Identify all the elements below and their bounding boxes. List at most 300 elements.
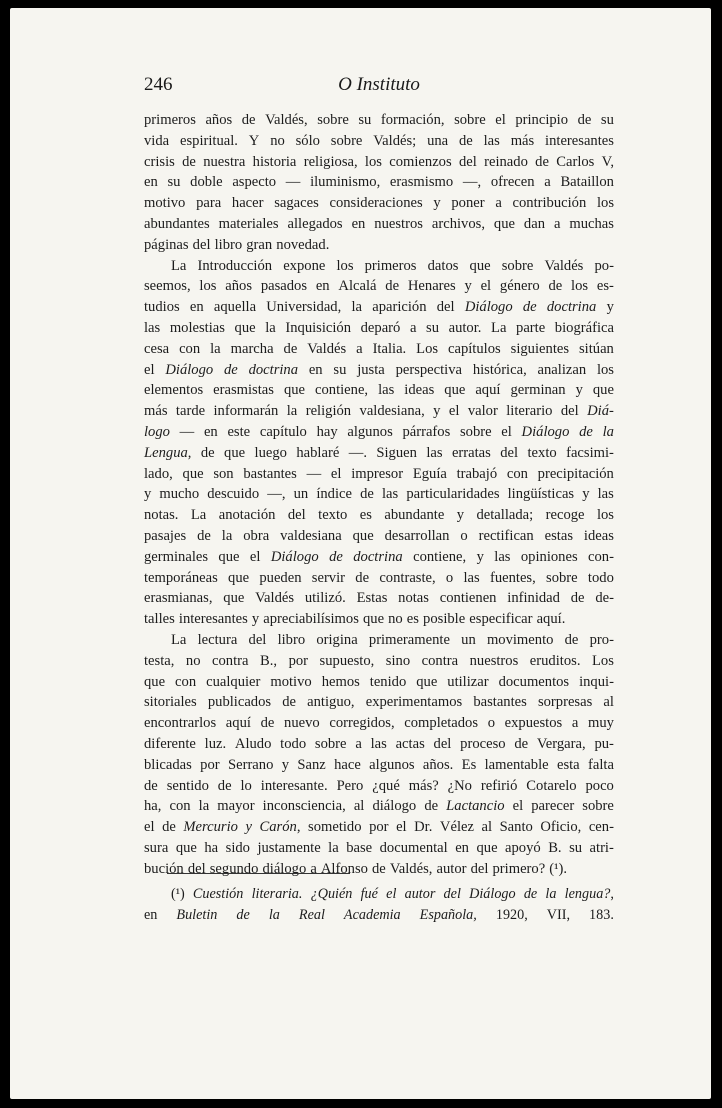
word: no bbox=[388, 611, 403, 628]
word: Universidad, bbox=[266, 299, 342, 316]
word: Diálogo bbox=[464, 299, 513, 316]
word: La bbox=[171, 631, 187, 648]
word: Valdés bbox=[307, 340, 347, 357]
word: proceso bbox=[460, 735, 506, 752]
word: B., bbox=[260, 652, 278, 669]
word: a bbox=[544, 174, 551, 191]
word: lingüísticas bbox=[507, 486, 575, 503]
text-line bbox=[144, 692, 614, 713]
text-line bbox=[144, 713, 614, 734]
word: del bbox=[560, 403, 579, 420]
word: de bbox=[577, 112, 592, 128]
word: historia bbox=[252, 153, 297, 170]
word: las bbox=[494, 548, 511, 565]
word: diálogo bbox=[262, 860, 307, 877]
word: la bbox=[602, 423, 614, 440]
word: mayor bbox=[217, 798, 255, 815]
word: sobre bbox=[546, 569, 578, 586]
text-line bbox=[144, 755, 614, 776]
word: recoge bbox=[545, 507, 585, 524]
word: que bbox=[224, 444, 246, 461]
word: que bbox=[283, 382, 306, 399]
word: o bbox=[445, 569, 454, 586]
word: Diálogo bbox=[270, 548, 319, 565]
word: con- bbox=[588, 548, 614, 565]
word: particularidades bbox=[406, 486, 500, 503]
word: abundantes bbox=[144, 215, 210, 232]
word: Los bbox=[416, 340, 439, 357]
word: sobre bbox=[317, 112, 349, 128]
text-line bbox=[144, 588, 614, 609]
word: motivo bbox=[144, 195, 186, 212]
word: La bbox=[190, 507, 207, 524]
word: erratas bbox=[451, 444, 491, 461]
word: abundante bbox=[384, 507, 445, 524]
word: primero? bbox=[492, 860, 546, 877]
word: vida bbox=[144, 132, 170, 149]
word: la bbox=[328, 839, 339, 856]
word: aparición bbox=[372, 299, 427, 316]
word: de bbox=[355, 569, 370, 586]
word: ideas bbox=[404, 382, 435, 399]
word: libro bbox=[277, 631, 306, 648]
word: del bbox=[436, 299, 455, 316]
text-line bbox=[144, 131, 614, 152]
word: Siguen bbox=[376, 444, 417, 461]
word: pu- bbox=[594, 735, 614, 752]
word: contra bbox=[212, 652, 249, 669]
word: no bbox=[270, 132, 285, 149]
word: su bbox=[358, 112, 372, 128]
text-line bbox=[144, 884, 614, 905]
word: fué bbox=[360, 886, 378, 902]
word: infinidad bbox=[507, 590, 560, 607]
word: las bbox=[463, 569, 480, 586]
word: valor bbox=[467, 403, 498, 420]
word: segundo bbox=[209, 860, 259, 877]
word: Oficio, bbox=[540, 819, 582, 836]
word: perspectiva bbox=[395, 361, 463, 378]
word: Cuestión bbox=[192, 886, 244, 902]
word: Es bbox=[461, 756, 477, 773]
word: muy bbox=[588, 715, 614, 732]
word: el bbox=[144, 819, 155, 836]
word: temporáneas bbox=[144, 569, 218, 586]
word: más bbox=[144, 403, 168, 420]
word: texto bbox=[318, 507, 348, 524]
word: sentido bbox=[166, 777, 209, 794]
footnote bbox=[144, 884, 614, 926]
word: ideas bbox=[583, 527, 614, 544]
word: los bbox=[596, 195, 614, 212]
word: los bbox=[199, 278, 217, 295]
word: Diálogo bbox=[469, 886, 516, 902]
word: el bbox=[448, 403, 460, 420]
word: de bbox=[162, 819, 176, 836]
word: Lengua, bbox=[144, 444, 192, 461]
word: sido bbox=[225, 839, 250, 856]
word: nuevo bbox=[284, 715, 320, 732]
word: justamente bbox=[257, 839, 321, 856]
word: desarrollan bbox=[384, 527, 450, 544]
word: apreciabilísimos bbox=[263, 611, 359, 628]
word: a bbox=[571, 715, 579, 732]
word: valdesiana bbox=[280, 527, 342, 544]
text-line bbox=[144, 484, 614, 505]
word: pro- bbox=[589, 631, 614, 648]
word: los bbox=[596, 507, 614, 524]
word: de- bbox=[595, 590, 614, 607]
paragraph bbox=[144, 256, 614, 630]
word: que bbox=[234, 319, 256, 336]
word: motivo bbox=[270, 673, 312, 690]
word: una bbox=[427, 132, 449, 149]
word: por bbox=[369, 819, 389, 836]
word: 183. bbox=[589, 906, 614, 923]
word: elementos bbox=[144, 382, 204, 399]
word: Lactancio bbox=[446, 798, 505, 815]
word: páginas bbox=[144, 236, 189, 253]
word: facsimi- bbox=[566, 444, 614, 461]
word: encontrarlos bbox=[144, 715, 217, 732]
word: al bbox=[481, 819, 493, 836]
word: obra bbox=[243, 527, 270, 544]
word: precipitación bbox=[537, 465, 614, 482]
word: más bbox=[510, 132, 535, 149]
word: parte bbox=[516, 319, 546, 336]
word: su bbox=[167, 174, 181, 191]
word: — bbox=[285, 174, 301, 191]
word: que bbox=[444, 382, 466, 399]
word: diálogo bbox=[372, 798, 417, 815]
word: y bbox=[144, 486, 152, 503]
word: molestias bbox=[169, 319, 225, 336]
word: Sanz bbox=[297, 756, 326, 773]
word: la bbox=[286, 403, 298, 420]
word: párrafos bbox=[402, 423, 451, 440]
word: Serrano bbox=[227, 756, 274, 773]
word: Los bbox=[591, 652, 614, 669]
word: literaria. bbox=[251, 886, 303, 902]
word: de bbox=[570, 590, 585, 607]
word: de bbox=[522, 299, 537, 316]
word: con bbox=[175, 673, 197, 690]
word: todo bbox=[587, 569, 614, 586]
word: utilizar bbox=[447, 673, 489, 690]
word: de bbox=[144, 777, 158, 794]
word: religión bbox=[305, 403, 352, 420]
word: que bbox=[352, 527, 374, 544]
word: blicadas bbox=[144, 756, 192, 773]
word: autor bbox=[436, 860, 467, 877]
word: no bbox=[185, 652, 201, 669]
word: lado, bbox=[144, 465, 173, 482]
word: sorpresas bbox=[537, 694, 593, 711]
word: interesantes bbox=[545, 132, 614, 149]
word: biográfica bbox=[554, 319, 614, 336]
text-line bbox=[144, 110, 614, 131]
word: el bbox=[495, 112, 506, 128]
word: mucho bbox=[159, 486, 200, 503]
word: supuesto, bbox=[319, 652, 375, 669]
word: literario bbox=[506, 403, 553, 420]
text-line bbox=[144, 817, 614, 838]
word: la bbox=[351, 299, 363, 316]
word: del bbox=[458, 153, 477, 170]
word: luego bbox=[254, 444, 287, 461]
word: Bataillon bbox=[560, 174, 614, 191]
word: novedad. bbox=[276, 236, 330, 253]
word: el bbox=[480, 278, 492, 295]
word: las bbox=[426, 444, 443, 461]
word: sitoriales bbox=[144, 694, 197, 711]
word: género bbox=[499, 278, 540, 295]
word: Diá- bbox=[587, 403, 614, 420]
word: de bbox=[197, 527, 211, 544]
word: con bbox=[169, 798, 191, 815]
word: que bbox=[182, 465, 204, 482]
text-line bbox=[144, 464, 614, 485]
word: archivos, bbox=[431, 215, 485, 232]
word: tudios bbox=[144, 299, 180, 316]
word: son bbox=[213, 465, 234, 482]
word: apoyó bbox=[505, 839, 541, 856]
word: es- bbox=[596, 278, 614, 295]
word: contiene, bbox=[315, 382, 369, 399]
word: contraste, bbox=[379, 569, 436, 586]
word: del bbox=[187, 860, 206, 877]
word: aspecto bbox=[232, 174, 277, 191]
word: interesante. bbox=[260, 777, 328, 794]
word: aquí bbox=[475, 382, 501, 399]
word: ofrecen bbox=[490, 174, 535, 191]
word: Valdés, bbox=[389, 860, 433, 877]
word: expuestos bbox=[504, 715, 563, 732]
word: de bbox=[372, 860, 386, 877]
text-line bbox=[144, 796, 614, 817]
word: antiguo, bbox=[307, 694, 355, 711]
word: Valdés bbox=[544, 257, 584, 274]
word: de bbox=[535, 153, 549, 170]
word: bución bbox=[144, 860, 184, 877]
word: de bbox=[360, 486, 374, 503]
word: interesantes bbox=[178, 611, 248, 628]
word: materiales bbox=[218, 215, 279, 232]
word: Alcalá bbox=[338, 278, 377, 295]
word: Y bbox=[248, 132, 260, 149]
word: lo bbox=[240, 777, 252, 794]
word: del bbox=[500, 444, 519, 461]
word: años. bbox=[422, 756, 454, 773]
word: ¿qué bbox=[372, 777, 400, 794]
word: descuido bbox=[207, 486, 260, 503]
word: que bbox=[228, 569, 250, 586]
word: anotación bbox=[218, 507, 276, 524]
word: la bbox=[210, 340, 221, 357]
word: opiniones bbox=[520, 548, 578, 565]
text-line bbox=[144, 380, 614, 401]
word: trabajó bbox=[456, 465, 498, 482]
word: el bbox=[330, 465, 342, 482]
word: índice bbox=[316, 486, 352, 503]
word: fuentes, bbox=[489, 569, 536, 586]
word: talles bbox=[144, 611, 175, 628]
word: y bbox=[476, 548, 484, 565]
word: y bbox=[606, 299, 614, 316]
word: Alfonso bbox=[320, 860, 368, 877]
word: completados bbox=[404, 715, 479, 732]
text-line bbox=[144, 401, 614, 422]
word: que bbox=[223, 590, 245, 607]
word: contiene, bbox=[413, 548, 467, 565]
word: testa, bbox=[144, 652, 175, 669]
text-line bbox=[144, 526, 614, 547]
word: erasmismo bbox=[389, 174, 454, 191]
word: aquí bbox=[225, 715, 251, 732]
word: y bbox=[464, 278, 472, 295]
word: más? bbox=[408, 777, 439, 794]
word: su bbox=[569, 839, 583, 856]
word: erasmianas, bbox=[144, 590, 213, 607]
word: base bbox=[346, 839, 373, 856]
word: las bbox=[381, 486, 399, 503]
word: documental bbox=[379, 839, 448, 856]
word: informarán bbox=[213, 403, 279, 420]
word: Carlos bbox=[556, 153, 595, 170]
word: Henares bbox=[407, 278, 456, 295]
word: doctrina bbox=[546, 299, 597, 316]
word: algunos bbox=[347, 423, 393, 440]
text-line bbox=[144, 568, 614, 589]
word: Academia bbox=[343, 906, 401, 923]
word: aquí. bbox=[536, 611, 566, 628]
word: de bbox=[223, 361, 238, 378]
word: doctrina bbox=[353, 548, 403, 565]
word: ha, bbox=[144, 798, 162, 815]
word: y bbox=[433, 403, 441, 420]
word: eruditos. bbox=[529, 652, 581, 669]
word: la bbox=[221, 527, 233, 544]
word: Valdés, bbox=[265, 112, 308, 128]
word: allegados bbox=[287, 215, 343, 232]
word: pasados bbox=[260, 278, 308, 295]
word: su bbox=[600, 112, 614, 128]
word: a bbox=[495, 195, 502, 212]
word: que bbox=[362, 611, 385, 628]
word: La bbox=[171, 257, 187, 274]
word: del bbox=[433, 735, 452, 752]
word: siguientes bbox=[510, 340, 570, 357]
word: espiritual. bbox=[179, 132, 238, 149]
word: y bbox=[456, 507, 465, 524]
word: doctrina bbox=[248, 361, 299, 378]
word: Eguía bbox=[412, 465, 447, 482]
word: el bbox=[386, 886, 397, 902]
word: que bbox=[592, 382, 614, 399]
word: — bbox=[306, 465, 322, 482]
word: cualquier bbox=[206, 673, 261, 690]
text-line bbox=[144, 256, 614, 277]
word: los bbox=[571, 278, 589, 295]
word: de bbox=[283, 340, 298, 357]
word: los bbox=[364, 153, 382, 170]
text-line bbox=[144, 609, 614, 630]
word: a bbox=[310, 860, 317, 877]
word: de bbox=[236, 906, 250, 923]
word: del bbox=[192, 236, 211, 253]
word: Estas bbox=[356, 590, 388, 607]
word: este bbox=[227, 423, 251, 440]
word: (¹). bbox=[549, 860, 568, 877]
word: Vélez bbox=[439, 819, 474, 836]
word: del bbox=[248, 631, 267, 648]
word: detallada; bbox=[476, 507, 534, 524]
word: las bbox=[597, 486, 614, 503]
word: es bbox=[406, 611, 419, 628]
word: de bbox=[385, 278, 400, 295]
word: estas bbox=[544, 527, 573, 544]
word: religiosa, bbox=[303, 153, 358, 170]
word: de bbox=[260, 715, 275, 732]
word: rectifican bbox=[478, 527, 534, 544]
word: justa bbox=[357, 361, 385, 378]
word: un bbox=[461, 631, 476, 648]
word: y bbox=[582, 486, 590, 503]
word: origina bbox=[316, 631, 358, 648]
word: a bbox=[356, 340, 363, 357]
word: bastantes bbox=[243, 465, 297, 482]
paragraph bbox=[144, 110, 614, 256]
word: y bbox=[433, 195, 441, 212]
body-text bbox=[144, 110, 614, 879]
word: analizan bbox=[537, 361, 587, 378]
word: el bbox=[512, 798, 524, 815]
word: experimentamos bbox=[365, 694, 463, 711]
word: documentos bbox=[498, 673, 570, 690]
word: posible bbox=[423, 611, 466, 628]
word: las bbox=[483, 132, 500, 149]
word: parecer bbox=[531, 798, 575, 815]
word: en bbox=[144, 174, 158, 191]
word: lectura bbox=[197, 631, 238, 648]
word: histórica, bbox=[472, 361, 527, 378]
word: Carón, bbox=[259, 819, 301, 836]
word: de bbox=[282, 694, 296, 711]
word: de bbox=[424, 798, 439, 815]
word: Introducción bbox=[197, 257, 273, 274]
word: refirió bbox=[480, 777, 518, 794]
word: especificar bbox=[469, 611, 533, 628]
word: a bbox=[409, 319, 417, 336]
word: del bbox=[287, 507, 306, 524]
page-number: 246 bbox=[144, 74, 173, 95]
word: deparó bbox=[360, 319, 401, 336]
text-line bbox=[144, 776, 614, 797]
word: ¿No bbox=[447, 777, 472, 794]
word: poner bbox=[451, 195, 485, 212]
word: — bbox=[179, 423, 195, 440]
word: lamentable bbox=[484, 756, 549, 773]
word: primeros bbox=[364, 257, 417, 274]
word: Pero bbox=[336, 777, 364, 794]
word: inqui- bbox=[579, 673, 614, 690]
word: doble bbox=[190, 174, 223, 191]
text-line bbox=[144, 651, 614, 672]
word: la bbox=[198, 798, 210, 815]
word: Dr. bbox=[414, 819, 433, 836]
word: muchas bbox=[569, 215, 614, 232]
word: Cotarelo bbox=[526, 777, 577, 794]
